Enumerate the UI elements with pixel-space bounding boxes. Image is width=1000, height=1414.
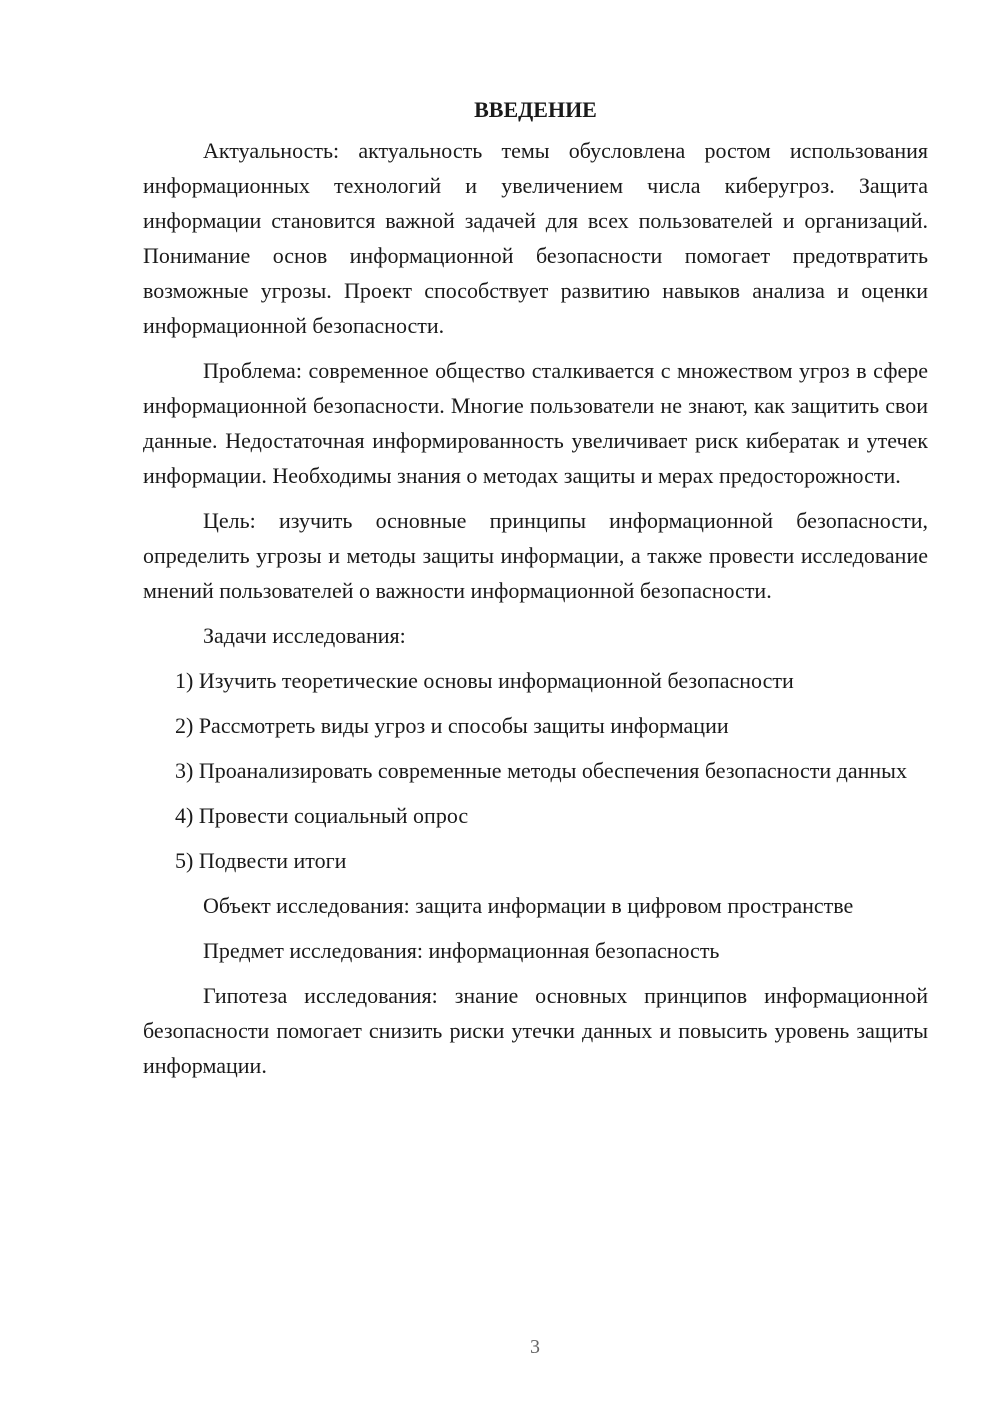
- page-title: ВВЕДЕНИЕ: [474, 97, 597, 122]
- task-item: 1) Изучить теоретические основы информационной безопасности: [175, 668, 794, 693]
- task-item: 5) Подвести итоги: [175, 848, 347, 873]
- tasks-heading: Задачи исследования:: [203, 623, 406, 648]
- task-item: 2) Рассмотреть виды угроз и способы защиты информации: [175, 713, 729, 738]
- hypothesis-paragraph: Гипотеза исследования: знание основных принципов информационной безопасности помогает снизить риски утечки данных и повысить уровень защиты информации.: [143, 983, 928, 1078]
- goal-paragraph: Цель: изучить основные принципы информационной безопасности, определить угрозы и методы защиты информации, а также провести исследование мнений пользователей о важности информационной безопасности.: [143, 508, 928, 603]
- page-number: 3: [530, 1336, 540, 1358]
- document-page: [143, 92, 928, 1093]
- task-item: 3) Проанализировать современные методы обеспечения безопасности данных: [175, 758, 907, 783]
- task-item: 4) Провести социальный опрос: [175, 803, 469, 828]
- relevance-paragraph: Актуальность: актуальность темы обусловлена ростом использования информационных технологий и увеличением числа киберугроз. Защита информации становится важной задачей для всех пользователей и организаций. Понимание основ информационной безопасности помогает предотвратить возможные угрозы. Проект способствует развитию навыков анализа и оценки информационной безопасности.: [143, 138, 928, 338]
- subject-paragraph: Предмет исследования: информационная безопасность: [203, 938, 720, 963]
- problem-paragraph: Проблема: современное общество сталкивается с множеством угроз в сфере информационной безопасности. Многие пользователи не знают, как защитить свои данные. Недостаточная информированность увеличивает риск кибератак и утечек информации. Необходимы знания о методах защиты и мерах предосторожности.: [143, 358, 928, 488]
- object-paragraph: Объект исследования: защита информации в цифровом пространстве: [203, 893, 854, 918]
